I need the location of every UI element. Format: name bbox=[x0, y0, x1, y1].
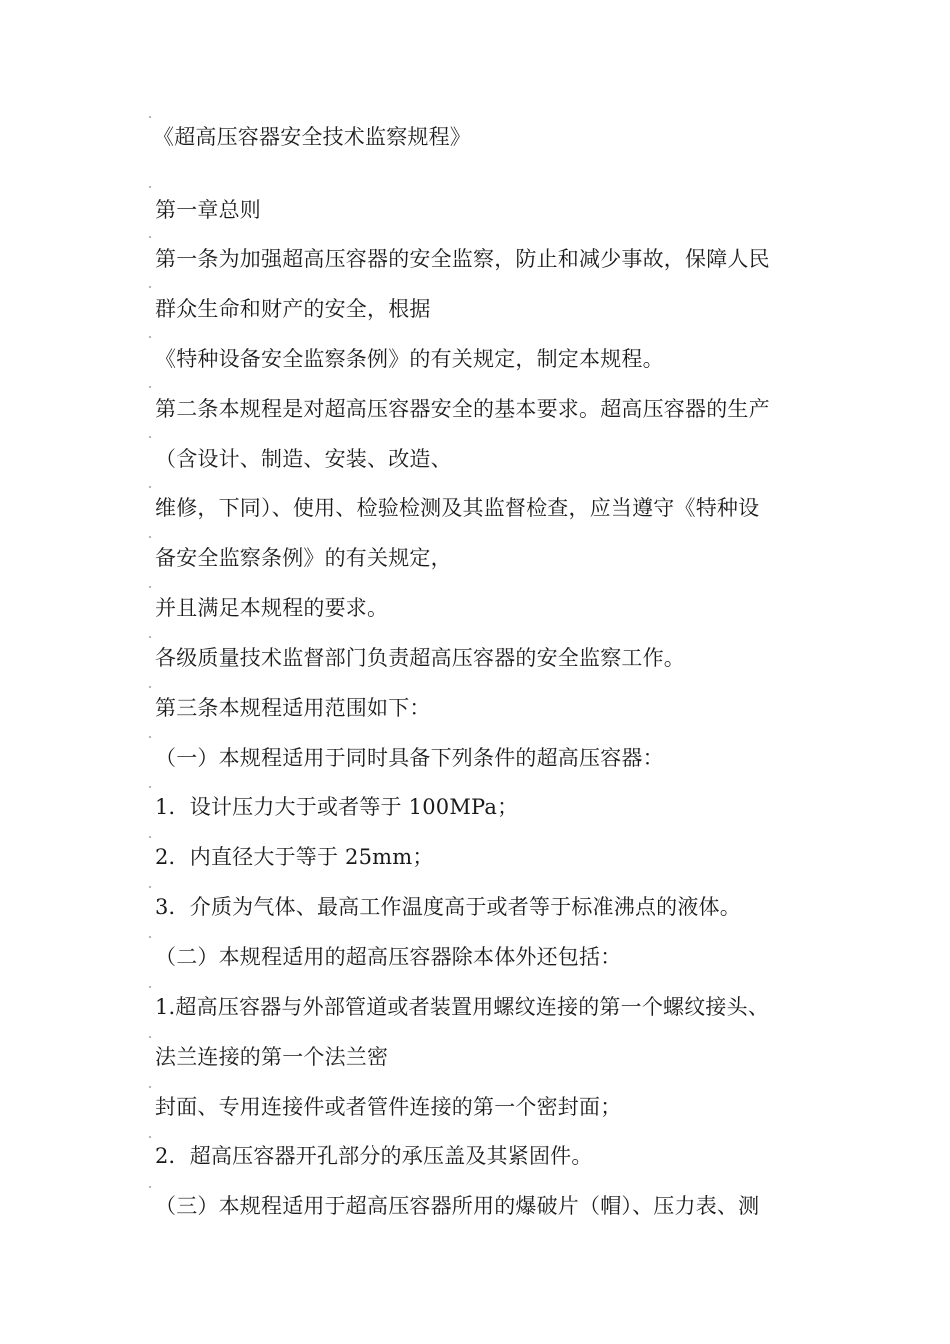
list-item: 3．介质为气体、最高工作温度高于或者等于标准沸点的液体。 bbox=[155, 895, 741, 919]
list-item: 2．超高压容器开孔部分的承压盖及其紧固件。 bbox=[155, 1144, 593, 1168]
margin-mark bbox=[149, 116, 151, 118]
text-line: 第一条为加强超高压容器的安全监察，防止和减少事故，保障人民 bbox=[155, 247, 770, 271]
margin-mark bbox=[149, 736, 151, 738]
margin-mark bbox=[149, 986, 151, 988]
margin-mark bbox=[149, 386, 151, 388]
list-item: 2．内直径大于等于 25mm； bbox=[155, 845, 434, 869]
margin-mark bbox=[149, 886, 151, 888]
document-title: 《超高压容器安全技术监察规程》 bbox=[153, 125, 471, 149]
margin-mark bbox=[149, 436, 151, 438]
text-line: （二）本规程适用的超高压容器除本体外还包括： bbox=[155, 945, 622, 969]
text-line: 法兰连接的第一个法兰密 bbox=[155, 1045, 389, 1069]
margin-mark bbox=[149, 1136, 151, 1138]
text-line: 第二条本规程是对超高压容器安全的基本要求。超高压容器的生产 bbox=[155, 397, 770, 421]
text-line: 维修，下同）、使用、检验检测及其监督检查，应当遵守《特种设 bbox=[155, 496, 760, 520]
text-line: 备安全监察条例》的有关规定， bbox=[155, 546, 452, 570]
list-item: 1.超高压容器与外部管道或者装置用螺纹连接的第一个螺纹接头、 bbox=[155, 995, 770, 1019]
text-line: 第三条本规程适用范围如下： bbox=[155, 696, 431, 720]
margin-mark bbox=[149, 636, 151, 638]
margin-mark bbox=[149, 286, 151, 288]
text-line: 各级质量技术监督部门负责超高压容器的安全监察工作。 bbox=[155, 646, 685, 670]
margin-mark bbox=[149, 936, 151, 938]
chapter-heading: 第一章总则 bbox=[155, 198, 261, 222]
margin-mark bbox=[149, 536, 151, 538]
text-line: 《特种设备安全监察条例》的有关规定，制定本规程。 bbox=[155, 347, 664, 371]
margin-mark bbox=[149, 586, 151, 588]
margin-mark bbox=[149, 1036, 151, 1038]
text-line: （一）本规程适用于同时具备下列条件的超高压容器： bbox=[155, 746, 664, 770]
text-line: 并且满足本规程的要求。 bbox=[155, 596, 389, 620]
margin-mark bbox=[149, 186, 151, 188]
margin-mark bbox=[149, 836, 151, 838]
margin-mark bbox=[149, 1086, 151, 1088]
list-item: 1．设计压力大于或者等于 100MPa； bbox=[155, 795, 519, 819]
text-line: （三）本规程适用于超高压容器所用的爆破片（帽）、压力表、测 bbox=[155, 1194, 760, 1218]
margin-mark bbox=[149, 786, 151, 788]
margin-mark bbox=[149, 236, 151, 238]
margin-mark bbox=[149, 686, 151, 688]
text-line: 群众生命和财产的安全，根据 bbox=[155, 297, 431, 321]
margin-mark bbox=[149, 1186, 151, 1188]
margin-mark bbox=[149, 486, 151, 488]
text-line: （含设计、制造、安装、改造、 bbox=[155, 447, 452, 471]
margin-mark bbox=[149, 336, 151, 338]
text-line: 封面、专用连接件或者管件连接的第一个密封面； bbox=[155, 1095, 622, 1119]
